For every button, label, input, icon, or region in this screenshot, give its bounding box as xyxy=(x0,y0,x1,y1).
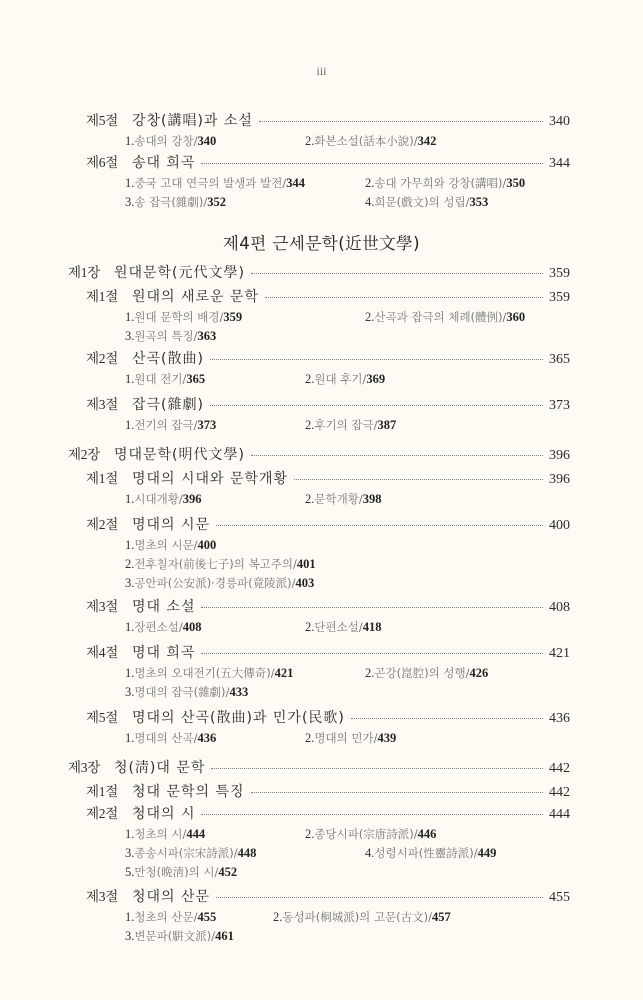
item-page: 359 xyxy=(223,310,243,324)
separator: / xyxy=(292,557,297,571)
toc-section[interactable] xyxy=(86,393,570,414)
separator: / xyxy=(358,620,363,634)
item-page: 455 xyxy=(197,910,217,924)
item-title: 성령시파(性靈詩派) xyxy=(374,846,474,860)
item-title: 청초의 시 xyxy=(134,827,183,841)
toc-section[interactable] xyxy=(86,347,570,368)
toc-chapter[interactable] xyxy=(68,261,570,282)
item-number: 2. xyxy=(305,418,315,432)
toc-subitem[interactable] xyxy=(125,537,216,553)
item-title: 청초의 산문 xyxy=(134,910,194,924)
item-page: 369 xyxy=(366,372,386,386)
toc-subitem[interactable] xyxy=(125,133,216,149)
toc-section[interactable] xyxy=(86,706,570,727)
dot-leader xyxy=(265,297,543,298)
item-page: 352 xyxy=(207,195,226,209)
toc-section[interactable] xyxy=(86,151,570,172)
item-number: 1. xyxy=(125,666,135,680)
entry-title: 청대의 산문 xyxy=(131,889,211,905)
entry-title: 명대의 산곡(散曲)과 민가(民歌) xyxy=(131,710,345,726)
separator: / xyxy=(193,910,198,924)
toc-section[interactable] xyxy=(86,885,570,906)
toc-chapter[interactable] xyxy=(68,756,570,777)
separator: / xyxy=(373,731,378,745)
item-number: 1. xyxy=(125,418,135,432)
separator: / xyxy=(373,418,378,432)
toc-subitem[interactable] xyxy=(365,194,488,210)
dot-leader xyxy=(210,405,543,406)
entry-title: 명대의 시대와 문학개황 xyxy=(131,471,289,487)
item-page: 439 xyxy=(377,731,397,745)
toc-subitem[interactable] xyxy=(125,619,201,635)
item-title: 동성파(桐城派)의 고문(古文) xyxy=(282,910,429,924)
separator: / xyxy=(182,827,187,841)
item-page: 360 xyxy=(506,310,526,324)
toc-subitem[interactable] xyxy=(365,845,496,861)
toc-section[interactable] xyxy=(86,780,570,801)
item-number: 2. xyxy=(305,827,315,841)
toc-subitem[interactable] xyxy=(125,328,216,344)
toc-section[interactable] xyxy=(86,109,570,130)
toc-subitem[interactable] xyxy=(125,826,205,842)
item-title: 명초의 시문 xyxy=(134,538,194,552)
item-title: 변문파(騈文派) xyxy=(134,929,212,943)
toc-subitem[interactable] xyxy=(125,175,305,191)
toc-subitem[interactable] xyxy=(125,928,234,944)
item-number: 2. xyxy=(305,620,315,634)
item-number: 3. xyxy=(125,195,135,209)
item-number: 1. xyxy=(125,731,135,745)
entry-page: 400 xyxy=(549,518,570,533)
dot-leader xyxy=(351,718,543,719)
separator: / xyxy=(291,576,296,590)
item-number: 1. xyxy=(125,492,135,506)
item-number: 3. xyxy=(125,846,135,860)
toc-subitem[interactable] xyxy=(125,371,205,387)
entry-prefix: 제6절 xyxy=(86,155,118,170)
dot-leader xyxy=(294,479,543,480)
entry-title: 청대의 시 xyxy=(131,806,196,822)
item-page: 396 xyxy=(182,492,202,506)
item-number: 3. xyxy=(125,329,135,343)
separator: / xyxy=(473,846,478,860)
item-page: 446 xyxy=(417,827,437,841)
item-number: 1. xyxy=(125,620,135,634)
separator: / xyxy=(502,310,507,324)
item-title: 원대 문학의 배경 xyxy=(134,310,220,324)
entry-prefix: 제2장 xyxy=(68,447,100,462)
toc-subitem[interactable] xyxy=(125,194,226,210)
item-number: 1. xyxy=(125,134,135,148)
separator: / xyxy=(193,134,198,148)
entry-prefix: 제1절 xyxy=(86,471,118,486)
toc-subitem[interactable] xyxy=(305,371,385,387)
dot-leader xyxy=(201,814,543,815)
entry-prefix: 제1절 xyxy=(86,289,118,304)
item-number: 2. xyxy=(125,557,135,571)
toc-subitem[interactable] xyxy=(125,417,216,433)
entry-prefix: 제3절 xyxy=(86,397,118,412)
item-page: 444 xyxy=(186,827,206,841)
page-number: iii xyxy=(316,64,327,78)
item-title: 송 잡극(雜劇) xyxy=(134,195,204,209)
item-number: 2. xyxy=(305,731,315,745)
toc-section[interactable] xyxy=(86,467,570,488)
toc-subitem[interactable] xyxy=(125,665,293,681)
toc-subitem[interactable] xyxy=(305,826,436,842)
entry-prefix: 제3절 xyxy=(86,599,118,614)
item-number: 2. xyxy=(305,492,315,506)
toc-subitem[interactable] xyxy=(125,730,216,746)
item-number: 1. xyxy=(125,538,135,552)
item-page: 436 xyxy=(197,731,217,745)
item-page: 408 xyxy=(182,620,202,634)
entry-title: 원대의 새로운 문학 xyxy=(131,289,260,305)
entry-page: 396 xyxy=(549,472,570,487)
toc-subitem[interactable] xyxy=(305,133,436,149)
toc-subitem[interactable] xyxy=(305,730,396,746)
toc-subitem[interactable] xyxy=(125,575,314,591)
separator: / xyxy=(413,134,418,148)
entry-prefix: 제3장 xyxy=(68,760,100,775)
item-title: 원대 전기 xyxy=(134,372,183,386)
separator: / xyxy=(358,492,363,506)
item-number: 2. xyxy=(365,176,375,190)
item-page: 365 xyxy=(186,372,206,386)
item-page: 363 xyxy=(197,329,217,343)
item-number: 3. xyxy=(125,576,135,590)
item-title: 중국 고대 연극의 발생과 발전 xyxy=(134,176,283,190)
entry-title: 명대 소설 xyxy=(131,599,196,615)
toc-subitem[interactable] xyxy=(365,309,525,325)
toc-subitem[interactable] xyxy=(125,309,242,325)
entry-title: 송대 희곡 xyxy=(131,155,196,171)
dot-leader xyxy=(251,792,543,793)
entry-prefix: 제3절 xyxy=(86,889,118,904)
dot-leader xyxy=(211,768,543,769)
item-title: 화본소설(話本小說) xyxy=(314,134,414,148)
item-number: 1. xyxy=(125,176,135,190)
entry-prefix: 제1장 xyxy=(68,265,100,280)
dot-leader xyxy=(201,607,543,608)
separator: / xyxy=(233,846,238,860)
item-title: 종당시파(宗唐詩派) xyxy=(314,827,414,841)
entry-page: 436 xyxy=(549,711,570,726)
entry-prefix: 제5절 xyxy=(86,710,118,725)
toc-section[interactable] xyxy=(86,513,570,534)
toc-subitem[interactable] xyxy=(365,175,525,191)
entry-prefix: 제5절 xyxy=(86,113,118,128)
item-title: 명초의 오대전기(五大傳奇) xyxy=(134,666,271,680)
item-page: 350 xyxy=(506,176,526,190)
separator: / xyxy=(465,666,470,680)
item-page: 400 xyxy=(197,538,217,552)
item-page: 426 xyxy=(469,666,489,680)
toc-subitem[interactable] xyxy=(365,665,488,681)
dot-leader xyxy=(201,163,543,164)
item-page: 461 xyxy=(215,929,234,943)
item-title: 후기의 잡극 xyxy=(314,418,374,432)
item-page: 387 xyxy=(377,418,397,432)
item-number: 1. xyxy=(125,372,135,386)
entry-page: 365 xyxy=(549,352,570,367)
item-number: 3. xyxy=(125,929,135,943)
item-title: 시대개황 xyxy=(134,492,179,506)
separator: / xyxy=(178,620,183,634)
dot-leader xyxy=(210,359,543,360)
toc-section[interactable] xyxy=(86,802,570,823)
item-title: 곤강(崑腔)의 성행 xyxy=(374,666,466,680)
separator: / xyxy=(413,827,418,841)
item-page: 401 xyxy=(296,557,316,571)
item-number: 4. xyxy=(365,846,375,860)
item-number: 2. xyxy=(365,666,375,680)
toc-section[interactable] xyxy=(86,641,570,662)
entry-prefix: 제4절 xyxy=(86,645,118,660)
entry-page: 442 xyxy=(549,761,570,776)
separator: / xyxy=(219,310,224,324)
entry-page: 408 xyxy=(549,600,570,615)
entry-title: 청대 문학의 특징 xyxy=(131,784,245,800)
separator: / xyxy=(193,329,198,343)
toc-subitem[interactable] xyxy=(125,684,248,700)
item-title: 명대의 민가 xyxy=(314,731,374,745)
dot-leader xyxy=(201,653,543,654)
item-title: 단편소설 xyxy=(314,620,359,634)
separator: / xyxy=(203,195,208,209)
separator: / xyxy=(182,372,187,386)
separator: / xyxy=(225,685,230,699)
item-title: 전기의 잡극 xyxy=(134,418,194,432)
dot-leader xyxy=(216,897,543,898)
separator: / xyxy=(211,929,216,943)
separator: / xyxy=(502,176,507,190)
entry-title: 명대 희곡 xyxy=(131,645,196,661)
item-number: 2. xyxy=(365,310,375,324)
item-number: 5. xyxy=(125,865,135,879)
entry-page: 359 xyxy=(549,266,570,281)
entry-title: 청(淸)대 문학 xyxy=(113,760,206,776)
entry-page: 340 xyxy=(549,114,570,129)
item-number: 1. xyxy=(125,827,135,841)
separator: / xyxy=(214,865,219,879)
entry-title: 명대문학(明代文學) xyxy=(113,447,245,463)
entry-page: 421 xyxy=(549,646,570,661)
item-number: 2. xyxy=(305,372,315,386)
item-page: 353 xyxy=(469,195,489,209)
item-title: 문학개황 xyxy=(314,492,359,506)
item-title: 산곡과 잡극의 체례(體例) xyxy=(374,310,503,324)
dot-leader xyxy=(251,455,543,456)
part-title: 제4편 근세문학(近世文學) xyxy=(222,234,421,253)
entry-prefix: 제1절 xyxy=(86,784,118,799)
separator: / xyxy=(178,492,183,506)
entry-title: 원대문학(元代文學) xyxy=(113,265,245,281)
separator: / xyxy=(465,195,470,209)
entry-title: 잡극(雜劇) xyxy=(131,397,204,413)
separator: / xyxy=(282,176,287,190)
toc-subitem[interactable] xyxy=(273,909,451,925)
entry-prefix: 제2절 xyxy=(86,517,118,532)
entry-page: 455 xyxy=(549,890,570,905)
toc-subitem[interactable] xyxy=(125,491,201,507)
entry-title: 산곡(散曲) xyxy=(131,351,204,367)
dot-leader xyxy=(251,273,543,274)
entry-page: 444 xyxy=(549,807,570,822)
toc-subitem[interactable] xyxy=(305,619,381,635)
item-page: 373 xyxy=(197,418,217,432)
dot-leader xyxy=(216,525,543,526)
item-title: 희문(戲文)의 성립 xyxy=(374,195,466,209)
separator: / xyxy=(270,666,275,680)
item-page: 449 xyxy=(477,846,497,860)
item-page: 344 xyxy=(286,176,305,190)
item-number: 1. xyxy=(125,910,135,924)
item-page: 403 xyxy=(295,576,315,590)
item-title: 공안파(公安派)·경릉파(竟陵派) xyxy=(134,576,292,590)
item-title: 명대의 잡극(雜劇) xyxy=(134,685,226,699)
toc-subitem[interactable] xyxy=(125,909,216,925)
item-title: 원곡의 특징 xyxy=(134,329,194,343)
toc-section[interactable] xyxy=(86,285,570,306)
item-page: 398 xyxy=(362,492,382,506)
item-number: 4. xyxy=(365,195,375,209)
item-page: 452 xyxy=(218,865,238,879)
entry-title: 강창(講唱)과 소설 xyxy=(131,113,253,129)
item-title: 명대의 산곡 xyxy=(134,731,194,745)
separator: / xyxy=(428,910,433,924)
toc-subitem[interactable] xyxy=(305,491,381,507)
separator: / xyxy=(193,731,198,745)
item-number: 2. xyxy=(305,134,315,148)
item-title: 만청(晩淸)의 시 xyxy=(134,865,215,879)
item-page: 418 xyxy=(362,620,382,634)
item-number: 3. xyxy=(125,685,135,699)
item-number: 1. xyxy=(125,310,135,324)
entry-page: 442 xyxy=(549,785,570,800)
item-page: 433 xyxy=(229,685,249,699)
entry-prefix: 제2절 xyxy=(86,351,118,366)
toc-subitem[interactable] xyxy=(125,864,237,880)
toc-subitem[interactable] xyxy=(125,556,316,572)
entry-title: 명대의 시문 xyxy=(131,517,211,533)
item-title: 종송시파(宗宋詩派) xyxy=(134,846,234,860)
separator: / xyxy=(193,538,198,552)
item-page: 448 xyxy=(237,846,257,860)
item-number: 2. xyxy=(273,910,283,924)
separator: / xyxy=(362,372,367,386)
toc-subitem[interactable] xyxy=(305,417,396,433)
toc-section[interactable] xyxy=(86,595,570,616)
entry-page: 359 xyxy=(549,290,570,305)
item-title: 송대의 강창 xyxy=(134,134,194,148)
dot-leader xyxy=(259,121,543,122)
entry-prefix: 제2절 xyxy=(86,806,118,821)
entry-page: 373 xyxy=(549,398,570,413)
item-title: 전후칠자(前後七子)의 복고주의 xyxy=(134,557,293,571)
item-page: 457 xyxy=(432,910,451,924)
item-page: 342 xyxy=(417,134,437,148)
toc-subitem[interactable] xyxy=(125,845,256,861)
item-page: 421 xyxy=(274,666,294,680)
separator: / xyxy=(193,418,198,432)
item-title: 송대 가무희와 강창(講唱) xyxy=(374,176,503,190)
toc-chapter[interactable] xyxy=(68,443,570,464)
entry-page: 396 xyxy=(549,448,570,463)
item-page: 340 xyxy=(197,134,217,148)
entry-page: 344 xyxy=(549,156,570,171)
item-title: 원대 후기 xyxy=(314,372,363,386)
item-title: 장편소설 xyxy=(134,620,179,634)
